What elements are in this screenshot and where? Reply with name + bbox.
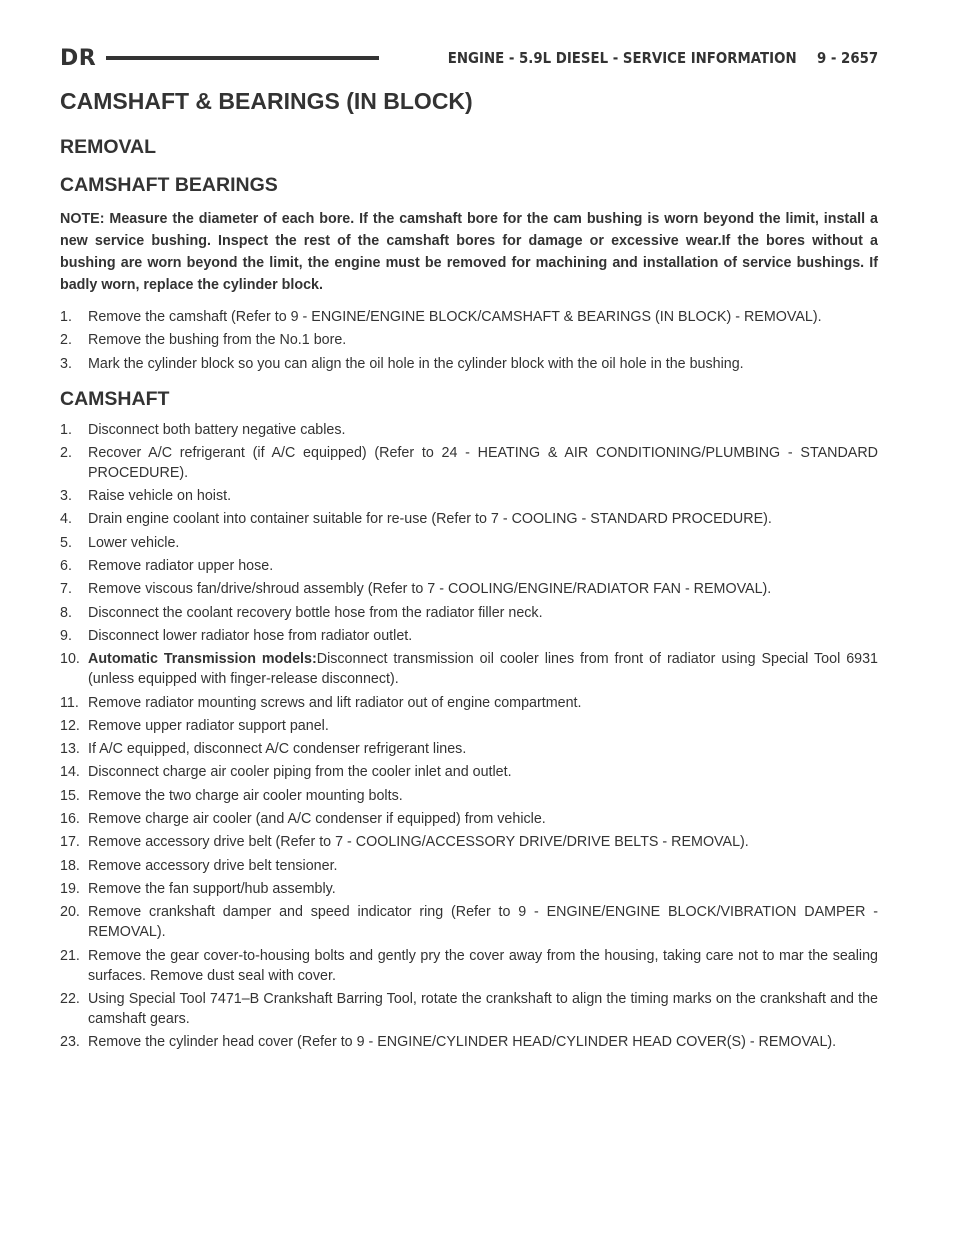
list-item: 2. Remove the bushing from the No.1 bore. — [60, 332, 347, 349]
list-item: 23. Remove the cylinder head cover (Refer to 9 - ENGINE/CYLINDER HEAD/CYLINDER HEAD COVER(S) - REMOVAL). — [60, 1034, 837, 1051]
list-item: 21. Remove the gear cover-to-housing bolts and gently pry the cover away from the housing, taking care not to mar the sealing surfaces. Remove dust seal with cover. — [60, 947, 878, 984]
header-section-code: DR — [60, 45, 97, 71]
list-item: 16. Remove charge air cooler (and A/C condenser if equipped) from vehicle. — [60, 811, 546, 828]
page-header — [60, 44, 878, 72]
list-item: 11. Remove radiator mounting screws and lift radiator out of engine compartment. — [60, 694, 582, 711]
list-item: 10. Automatic Transmission models:Disconnect transmission oil cooler lines from front of radiator using Special Tool 6931 (unless equipped with finger-release disconnect). — [60, 651, 878, 688]
bearings-steps — [60, 307, 878, 374]
list-item: 13. If A/C equipped, disconnect A/C condenser refrigerant lines. — [60, 741, 467, 758]
list-item: 19. Remove the fan support/hub assembly. — [60, 880, 336, 897]
page-title: CAMSHAFT & BEARINGS (IN BLOCK) — [60, 88, 473, 114]
header-rule — [106, 56, 379, 60]
section-heading-removal: REMOVAL — [60, 136, 157, 158]
section-heading-camshaft: CAMSHAFT — [60, 387, 170, 410]
camshaft-steps — [60, 420, 878, 1053]
list-item: 15. Remove the two charge air cooler mounting bolts. — [60, 787, 403, 804]
list-item: 3. Mark the cylinder block so you can align the oil hole in the cylinder block with the oil hole in the bushing. — [60, 355, 744, 372]
page-content — [60, 86, 878, 1055]
list-item: 17. Remove accessory drive belt (Refer to 7 - COOLING/ACCESSORY DRIVE/DRIVE BELTS - REMOVAL). — [60, 834, 749, 851]
header-page-number: 9 - 2657 — [816, 49, 878, 67]
list-item: 14. Disconnect charge air cooler piping from the cooler inlet and outlet. — [60, 764, 512, 781]
list-item: 12. Remove upper radiator support panel. — [60, 717, 329, 734]
list-item: 8. Disconnect the coolant recovery bottle hose from the radiator filler neck. — [60, 604, 543, 621]
list-item: 1. Remove the camshaft (Refer to 9 - ENGINE/ENGINE BLOCK/CAMSHAFT & BEARINGS (IN BLOCK) - REMOVAL). — [60, 309, 822, 325]
list-item: 7. Remove viscous fan/drive/shroud assembly (Refer to 7 - COOLING/ENGINE/RADIATOR FAN - REMOVAL). — [60, 581, 772, 598]
list-item: 4. Drain engine coolant into container suitable for re-use (Refer to 7 - COOLING - STANDARD PROCEDURE). — [60, 511, 772, 528]
list-item: 6. Remove radiator upper hose. — [60, 558, 274, 575]
list-item: 1. Disconnect both battery negative cables. — [60, 421, 346, 438]
list-item: 18. Remove accessory drive belt tensioner. — [60, 857, 338, 874]
list-item: 3. Raise vehicle on hoist. — [60, 488, 232, 505]
bearings-note: NOTE: Measure the diameter of each bore. If the camshaft bore for the cam bushing is worn beyond the limit, install a new service bushing. Inspect the rest of the camshaft bores for damage or excessive wear.If the bores without a bushing are worn beyond the limit, the engine must be removed for machining and installation of service bushings. If badly worn, replace the cylinder block. — [60, 211, 878, 293]
header-title: ENGINE - 5.9L DIESEL - SERVICE INFORMATION — [448, 49, 797, 67]
list-item: 20. Remove crankshaft damper and speed indicator ring (Refer to 9 - ENGINE/ENGINE BLOCK/VIBRATION DAMPER - REMOVAL). — [60, 904, 878, 941]
list-item: 9. Disconnect lower radiator hose from radiator outlet. — [60, 627, 413, 644]
list-item: 5. Lower vehicle. — [60, 534, 180, 551]
list-item: 2. Recover A/C refrigerant (if A/C equipped) (Refer to 24 - HEATING & AIR CONDITIONING/PLUMBING - STANDARD PROCEDURE). — [60, 444, 878, 481]
list-item: 22. Using Special Tool 7471–B Crankshaft Barring Tool, rotate the crankshaft to align the timing marks on the crankshaft and the camshaft gears. — [60, 990, 878, 1027]
section-heading-camshaft-bearings: CAMSHAFT BEARINGS — [60, 174, 278, 196]
